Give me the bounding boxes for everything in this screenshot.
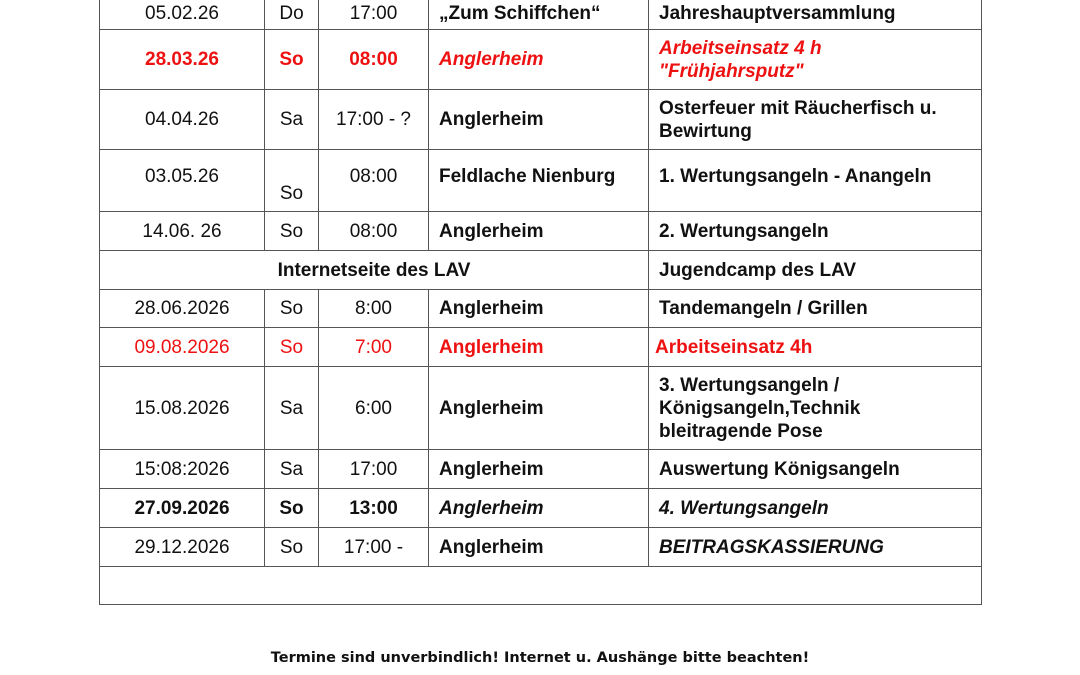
event-line: Bewirtung	[659, 120, 752, 142]
date-cell: 03.05.26	[100, 150, 265, 212]
location-cell: Anglerheim	[429, 489, 649, 528]
event-cell	[649, 30, 982, 90]
table-row	[100, 489, 982, 528]
event-cell: Auswertung Königsangeln	[649, 450, 982, 489]
time-cell: 08:00	[319, 150, 429, 212]
table-row	[100, 290, 982, 328]
table-row	[100, 450, 982, 489]
event-schedule-table	[99, 0, 982, 605]
date-cell: 29.12.2026	[100, 528, 265, 567]
day-cell: So	[265, 489, 319, 528]
location-cell: Anglerheim	[429, 367, 649, 450]
day-cell: So	[265, 528, 319, 567]
day-cell: Sa	[265, 90, 319, 150]
date-cell: 15.08.2026	[100, 367, 265, 450]
time-cell: 17:00	[319, 0, 429, 30]
location-cell: Anglerheim	[429, 30, 649, 90]
day-cell: Do	[265, 0, 319, 30]
table-row	[100, 0, 982, 30]
date-cell: 27.09.2026	[100, 489, 265, 528]
location-cell: „Zum Schiffchen“	[429, 0, 649, 30]
event-line: Königsangeln,Technik	[659, 397, 861, 419]
event-line: bleitragende Pose	[659, 420, 823, 442]
location-cell: Anglerheim	[429, 328, 649, 367]
event-cell: 4. Wertungsangeln	[649, 489, 982, 528]
lav-website-cell: Internetseite des LAV	[100, 251, 649, 290]
date-cell: 14.06. 26	[100, 212, 265, 251]
event-cell: Jahreshauptversammlung	[649, 0, 982, 30]
table-row	[100, 528, 982, 567]
event-cell: Arbeitseinsatz 4h	[649, 328, 982, 367]
event-cell: 2. Wertungsangeln	[649, 212, 982, 251]
event-line: Osterfeuer mit Räucherfisch u.	[659, 97, 937, 119]
date-cell: 28.03.26	[100, 30, 265, 90]
time-cell: 08:00	[319, 30, 429, 90]
day-cell: Sa	[265, 450, 319, 489]
event-line: "Frühjahrsputz"	[659, 60, 804, 82]
event-cell: Jugendcamp des LAV	[649, 251, 982, 290]
location-cell: Feldlache Nienburg	[429, 150, 649, 212]
table-row	[100, 251, 982, 290]
day-cell: So	[265, 328, 319, 367]
date-cell: 05.02.26	[100, 0, 265, 30]
date-cell: 04.04.26	[100, 90, 265, 150]
date-cell: 09.08.2026	[100, 328, 265, 367]
day-cell: Sa	[265, 367, 319, 450]
table-row	[100, 328, 982, 367]
time-cell: 17:00 - ?	[319, 90, 429, 150]
location-cell: Anglerheim	[429, 90, 649, 150]
location-cell: Anglerheim	[429, 212, 649, 251]
day-cell: So	[265, 30, 319, 90]
location-cell: Anglerheim	[429, 290, 649, 328]
event-cell	[649, 90, 982, 150]
date-cell: 28.06.2026	[100, 290, 265, 328]
day-cell: So	[265, 212, 319, 251]
table-row	[100, 367, 982, 450]
event-cell: 1. Wertungsangeln - Anangeln	[649, 150, 982, 212]
time-cell: 7:00	[319, 328, 429, 367]
time-cell: 8:00	[319, 290, 429, 328]
day-cell: So	[265, 150, 319, 212]
location-cell: Anglerheim	[429, 528, 649, 567]
table-row	[100, 212, 982, 251]
location-cell: Anglerheim	[429, 450, 649, 489]
table-row	[100, 30, 982, 90]
event-cell: Tandemangeln / Grillen	[649, 290, 982, 328]
time-cell: 17:00 -	[319, 528, 429, 567]
day-cell: So	[265, 290, 319, 328]
time-cell: 08:00	[319, 212, 429, 251]
empty-row	[100, 567, 982, 605]
empty-cell	[100, 567, 982, 605]
date-cell: 15:08:2026	[100, 450, 265, 489]
table-row	[100, 150, 982, 212]
event-cell	[649, 367, 982, 450]
event-line: Arbeitseinsatz 4 h	[659, 37, 822, 59]
time-cell: 13:00	[319, 489, 429, 528]
disclaimer-note: Termine sind unverbindlich! Internet u. Aushänge bitte beachten!	[270, 650, 810, 666]
table-row	[100, 90, 982, 150]
time-cell: 6:00	[319, 367, 429, 450]
time-cell: 17:00	[319, 450, 429, 489]
event-line: 3. Wertungsangeln /	[659, 374, 840, 396]
event-cell: BEITRAGSKASSIERUNG	[649, 528, 982, 567]
